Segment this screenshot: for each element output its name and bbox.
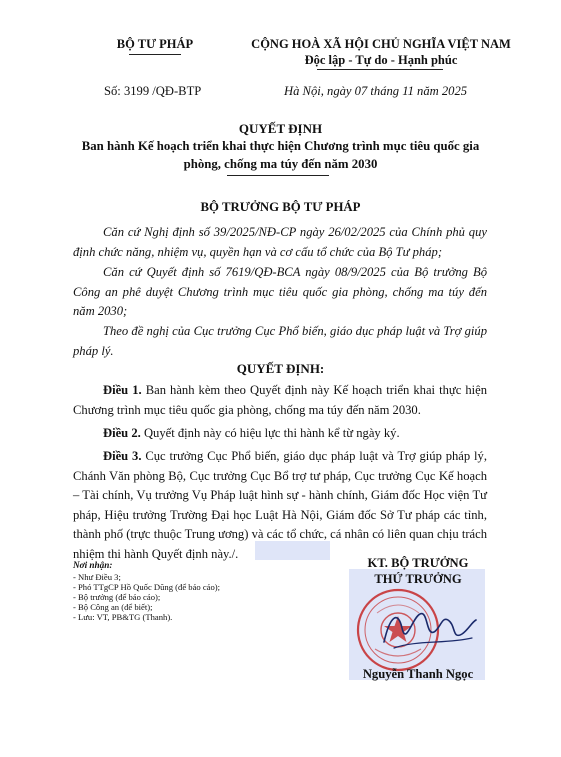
recipient-item: - Phó TTgCP Hồ Quốc Dũng (để báo cáo); xyxy=(73,582,221,592)
article-2 xyxy=(73,424,487,444)
agency-name: BỘ TƯ PHÁP xyxy=(116,37,194,51)
agency-underline xyxy=(129,54,181,55)
article-2-label: Điều 2. xyxy=(103,426,141,440)
article-1 xyxy=(73,381,487,420)
document-number: Số: 3199 /QĐ-BTP xyxy=(104,84,202,98)
document-type: QUYẾT ĐỊNH xyxy=(238,121,323,136)
recipient-item: - Như Điều 3; xyxy=(73,572,121,582)
issuing-authority: BỘ TRƯỞNG BỘ TƯ PHÁP xyxy=(200,200,361,214)
recipient-item: - Bộ trưởng (để báo cáo); xyxy=(73,592,161,602)
signer-name: Nguyễn Thanh Ngọc xyxy=(362,667,474,681)
legal-basis-1: Căn cứ Nghị định số 39/2025/NĐ-CP ngày 26/02/2025 của Chính phủ quy định chức năng, nhiệm vụ, quyền hạn và cơ cấu tổ chức của Bộ Tư pháp; xyxy=(73,225,487,259)
national-motto: Độc lập - Tự do - Hạnh phúc xyxy=(304,53,458,67)
legal-basis-3: Theo đề nghị của Cục trưởng Cục Phổ biến, giáo dục pháp luật và Trợ giúp pháp lý. xyxy=(73,324,487,358)
legal-basis-2: Căn cứ Quyết định số 7619/QĐ-BCA ngày 08/9/2025 của Bộ trưởng Bộ Công an phê duyệt Chương trình mục tiêu quốc gia phòng, chống ma túy đến năm 2030; xyxy=(73,265,487,318)
article-1-label: Điều 1. xyxy=(103,383,142,397)
recipients-heading: Nơi nhận: xyxy=(73,560,113,570)
article-2-text: Quyết định này có hiệu lực thi hành kể từ ngày ký. xyxy=(143,426,400,440)
signature-on-behalf: KT. BỘ TRƯỞNG xyxy=(367,556,469,570)
subject-line-1: Ban hành Kế hoạch triển khai thực hiện Chương trình mục tiêu quốc gia xyxy=(81,139,480,153)
article-3-text: Cục trưởng Cục Phổ biến, giáo dục pháp luật và Trợ giúp pháp lý, Chánh Văn phòng Bộ, Cục trưởng Cục Bổ trợ tư pháp, Cục trưởng Cục Kế hoạch – Tài chính, Vụ trưởng Vụ Pháp luật hình sự - hành chính, Giám đốc Học viện Tư pháp, Hiệu trưởng Trường Đại học Luật Hà Nội, Giám đốc Sở Tư pháp các tỉnh, thành phố (trực thuộc Trung ương) và các tổ chức, cá nhân có liên quan chịu trách nhiệm thi hành Quyết định này./. xyxy=(73,449,487,561)
subject-underline xyxy=(227,175,329,176)
recipient-item: - Lưu: VT, PB&TG (Thanh). xyxy=(73,612,173,622)
article-3 xyxy=(73,447,487,564)
handwritten-signature xyxy=(376,598,480,660)
signature-position: THỨ TRƯỞNG xyxy=(374,572,462,586)
motto-underline xyxy=(317,69,443,70)
article-1-text: Ban hành kèm theo Quyết định này Kế hoạch triển khai thực hiện Chương trình mục tiêu quốc gia phòng, chống ma túy đến năm 2030. xyxy=(73,383,487,417)
recipient-item: - Bộ Công an (để biết); xyxy=(73,602,153,612)
place-and-date: Hà Nội, ngày 07 tháng 11 năm 2025 xyxy=(284,84,468,98)
article-3-label: Điều 3. xyxy=(103,449,142,463)
nation-name: CỘNG HOÀ XÃ HỘI CHỦ NGHĨA VIỆT NAM xyxy=(251,37,511,51)
decides-heading: QUYẾT ĐỊNH: xyxy=(236,361,325,376)
subject-line-2: phòng, chống ma túy đến năm 2030 xyxy=(183,157,378,171)
